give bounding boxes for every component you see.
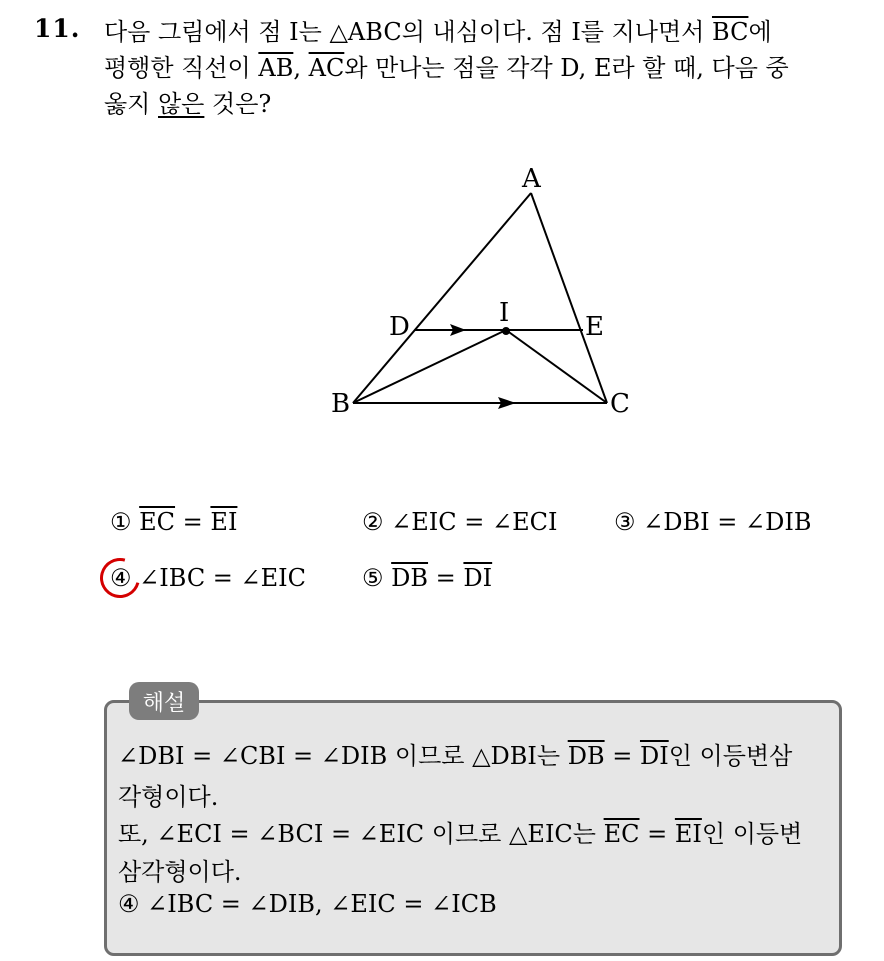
option-number: ⑤ [362,564,384,592]
question-line-3 [104,86,874,122]
segment-ec: $\overline{EC}$ [139,508,176,536]
question-text-part: 다음 그림에서 점 I는 △ABC의 내심이다. 점 I를 지나면서 [104,18,712,46]
point-label-d: D [389,312,410,342]
explanation-tag: 해설 [129,682,199,720]
explanation-text: 또, ∠ECI = ∠BCI = ∠EIC 이므로 △EIC는 [118,820,604,848]
point-label-e: E [585,312,604,342]
explanation-text: 인 이등변 [701,820,803,848]
explanation-text: ∠DBI = ∠CBI = ∠DIB 이므로 △DBI는 [118,742,568,770]
point-label-i: I [499,298,510,328]
answer-circle-mark [93,551,148,606]
equals-sign: = [428,564,464,592]
explanation-line-3 [118,814,802,849]
vertex-label-c: C [610,389,630,419]
segment-ab: $\overline{AB}$ [258,54,294,82]
segment-di: $\overline{DI}$ [463,564,493,592]
explanation-line-1 [118,736,792,771]
vertex-label-a: A [522,164,541,194]
option-number: ① [110,508,132,536]
option-number: ④ [110,564,132,592]
explanation-line-4: 삼각형이다. [118,858,242,886]
explanation-line-2: 각형이다. [118,783,219,811]
segment-db: $\overline{DB}$ [567,742,605,770]
triangle-figure [320,160,650,430]
question-line-2 [104,50,874,86]
segment-ei: $\overline{EI}$ [674,820,702,848]
explanation-line-5: ④ ∠IBC = ∠DIB, ∠EIC = ∠ICB [118,890,497,918]
segment-db: $\overline{DB}$ [391,564,429,592]
equals-sign: = [639,820,675,848]
question-text-part: 평행한 직선이 [104,54,259,82]
equals-sign: = [175,508,211,536]
side-ac [531,193,607,403]
question-text-part: 와 만나는 점을 각각 D, E라 할 때, 다음 중 [344,54,789,82]
question-text [104,14,874,122]
incenter-point [502,327,510,335]
question-line-1 [104,14,874,50]
underlined-word: 않은 [158,90,205,118]
segment-di: $\overline{DI}$ [639,742,669,770]
option-2[interactable]: ② ∠EIC = ∠ECI [362,508,558,536]
question-text-part: 옳지 [104,90,158,118]
option-text: ∠IBC = ∠EIC [131,564,307,592]
segment-bi [353,330,506,403]
question-text-part: 에 [748,18,772,46]
explanation-text: 인 이등변삼 [668,742,793,770]
vertex-label-b: B [331,389,351,419]
equals-sign: = [604,742,640,770]
segment-ei: $\overline{EI}$ [210,508,238,536]
option-1[interactable] [110,508,237,536]
segment-ac: $\overline{AC}$ [308,54,345,82]
question-text-part: 것은? [204,90,272,118]
segment-bc: $\overline{BC}$ [711,18,749,46]
question-number: 11. [34,14,81,43]
option-3[interactable]: ③ ∠DBI = ∠DIB [614,508,812,536]
option-5[interactable] [362,564,492,592]
question-text-part: , [293,54,309,82]
segment-ec: $\overline{EC}$ [603,820,640,848]
